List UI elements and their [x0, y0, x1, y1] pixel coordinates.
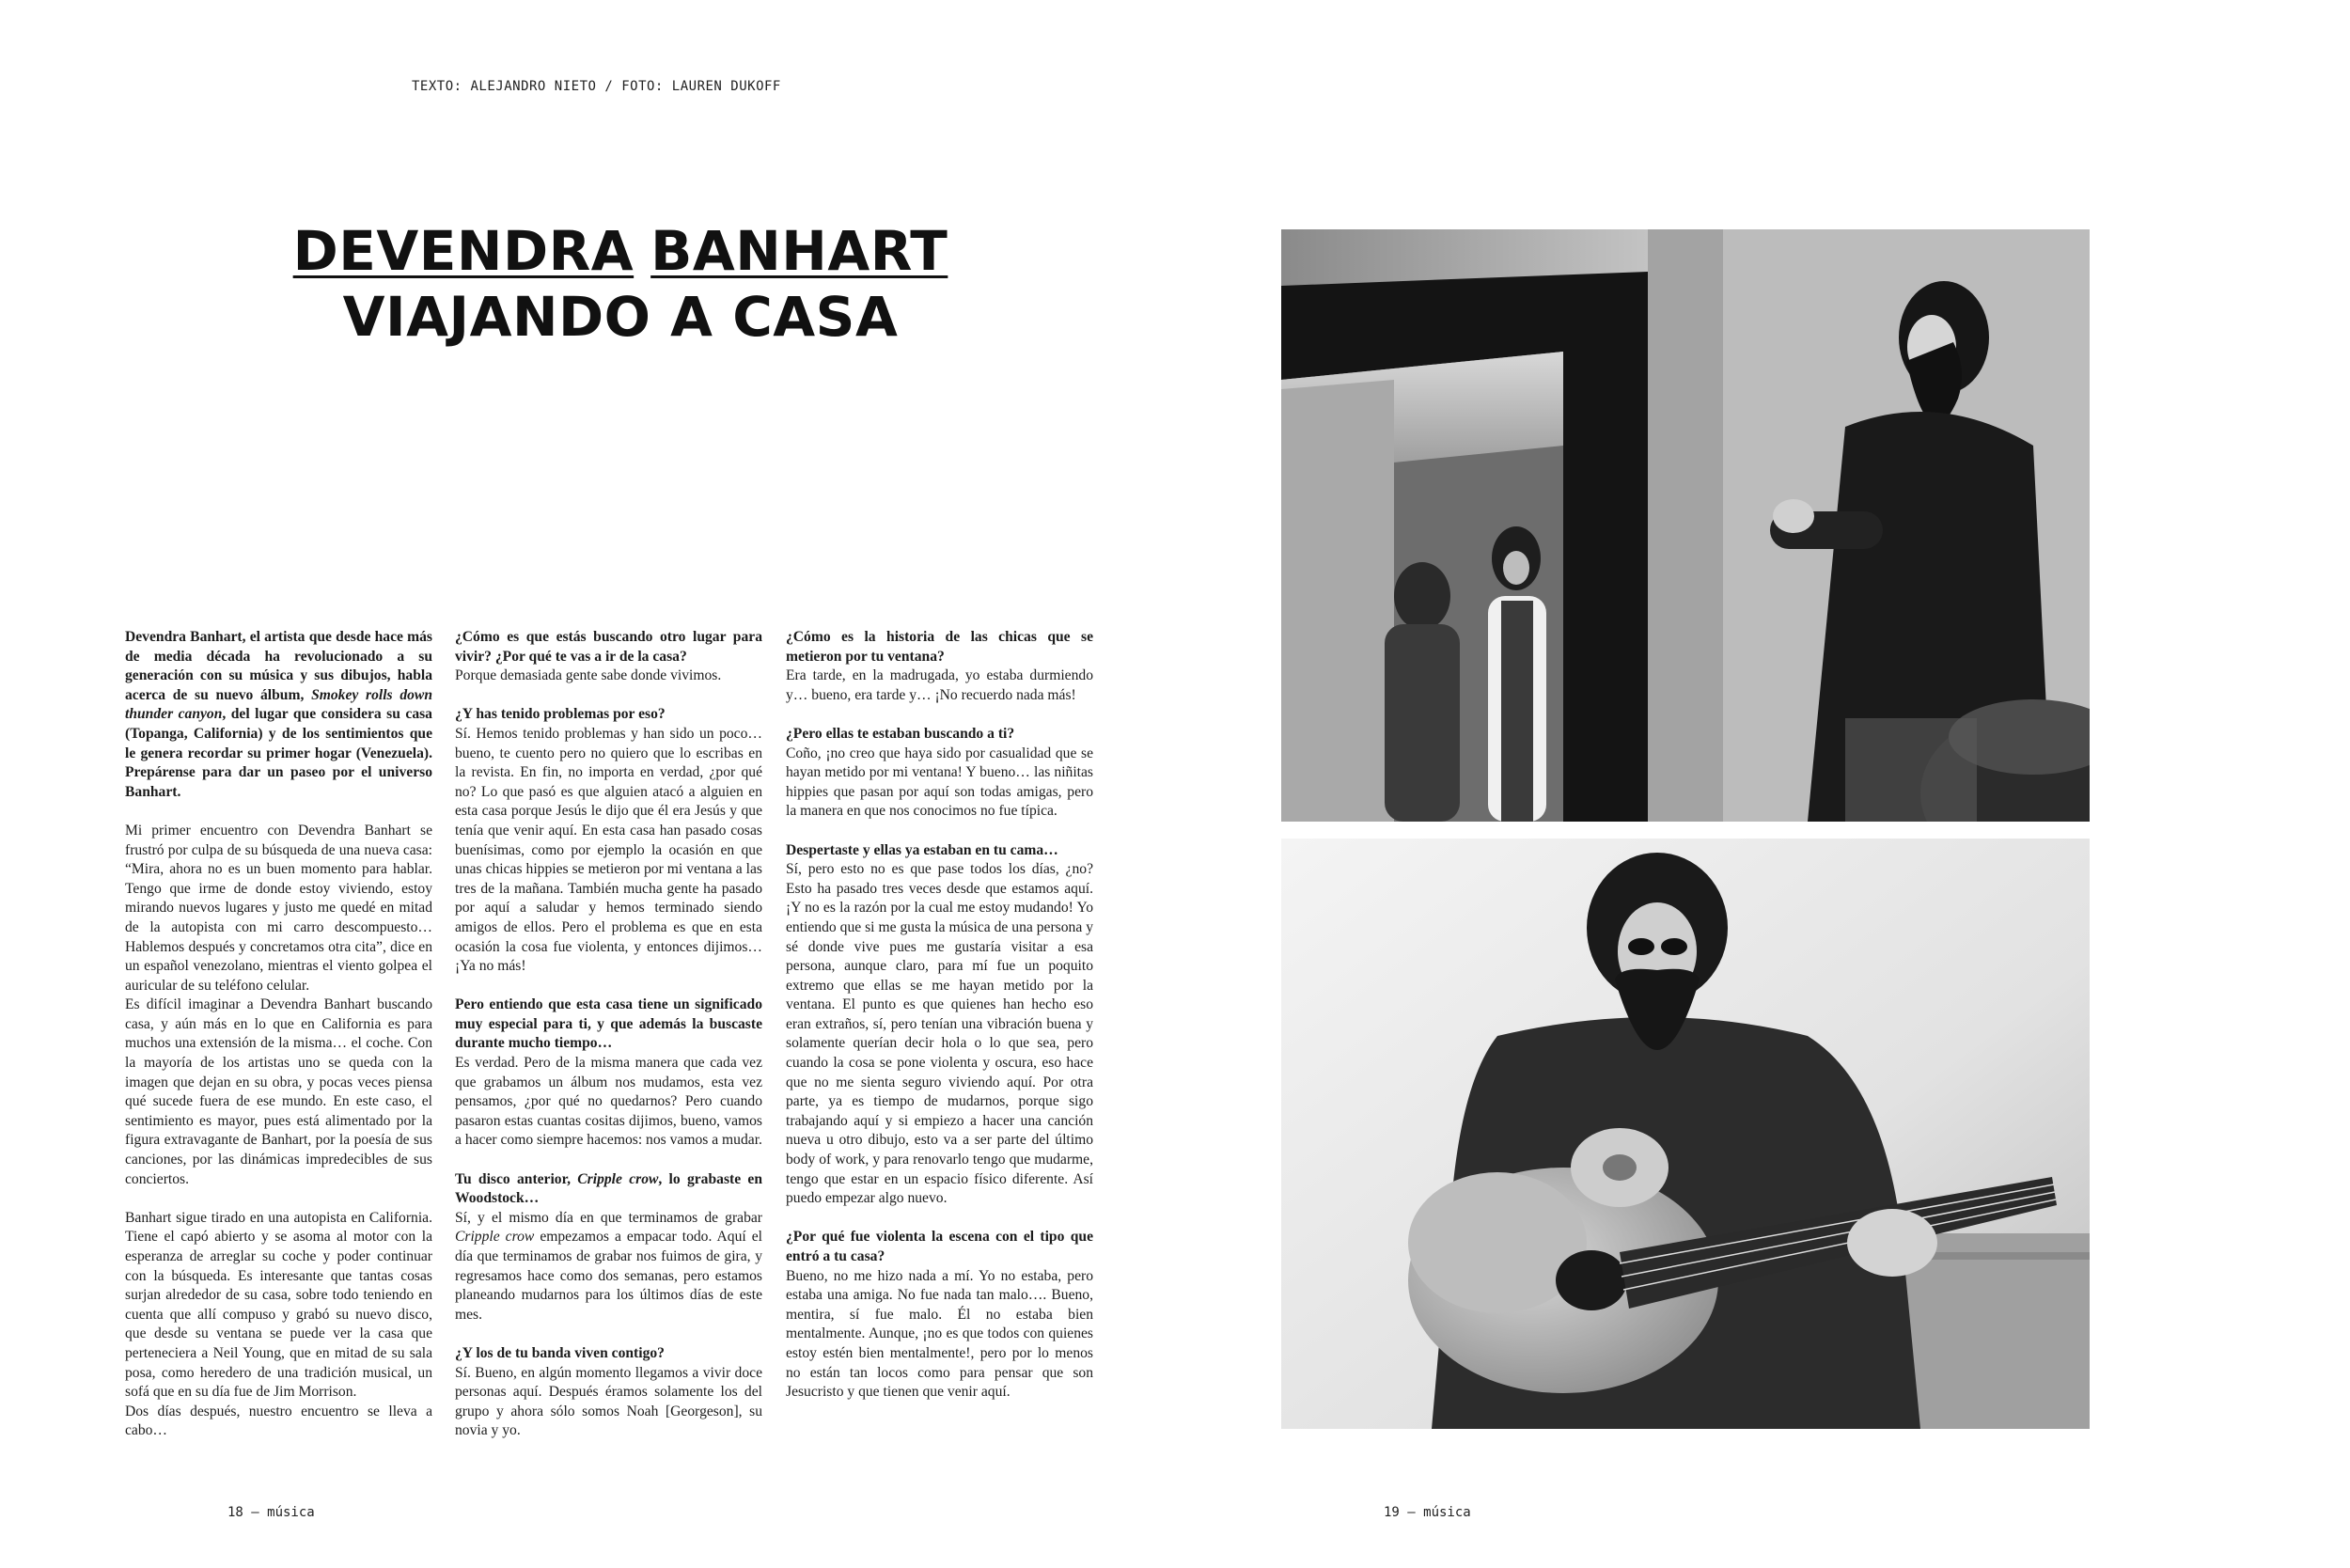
text-column-3: [786, 628, 1093, 1403]
interview-answer: Porque demasiada gente sabe donde vivimos.: [455, 667, 722, 684]
body-paragraph: Mi primer encuentro con Devendra Banhart se frustró por culpa de su búsqueda de una nueva casa: “Mira, ahora no es un buen momento para hablar. Tengo que irme de donde estoy viviendo, estoy mirando nuevos lugares y justo me quedé en mitad de la autopista con mi carro descompuesto… Hablemos después y concretamos otra cita”, dice en un español venezolano, mientras el viento golpea el auricular de su teléfono celular.: [125, 822, 432, 994]
lead-text: , del lugar que considera su casa (Topanga, California) y de los sentimientos que le genera recordar su primer hogar (Venezuela). Prepárense para dar un paseo por el universo Banhart.: [125, 706, 432, 800]
interview-answer: Sí, y el mismo día en que terminamos de grabar Cripple crow empezamos a empacar todo. Aquí el día que terminamos de grabar nos fuimos de gira, y regresamos hace como dos semanas, pero estamos planeando mudarnos para los últimos días de este mes.: [455, 1209, 762, 1323]
interview-question: ¿Pero ellas te estaban buscando a ti?: [786, 725, 1015, 742]
interview-answer: Sí, pero esto no es que pase todos los días, ¿no? Esto ha pasado tres veces desde que estamos aquí. ¡Y no es la razón por la cual me estoy mudando! Yo entiendo que si me gusta la música de una persona y sé donde vive pues me gustaría visitar a esa persona, aunque claro, para mí fue un poquito extremo que ellas se me hayan metido por la ventana. El punto es que quienes han hecho eso eran extraños, sí, pero tenían una vibración buena y solamente querían decir hola o lo que sea, pero cuando la cosa se pone violenta y oscura, eso hace que no me sienta seguro viviendo aquí. Por otra parte, ya es tiempo de mudarnos, porque sigo trabajando aquí y si empiezo a hacer una canción nueva u otro dibujo, esto va a ser parte del último body of work, y para renovarlo tengo que mudarme, tengo que estar en un espacio físico diferente. Así puedo empezar algo nuevo.: [786, 861, 1093, 1207]
interview-question: ¿Por qué fue violenta la escena con el tipo que entró a tu casa?: [786, 1229, 1093, 1264]
interview-answer: Bueno, no me hizo nada a mí. Yo no estaba, pero estaba una amiga. No fue nada tan malo…. Bueno, mentira, sí fue malo. Él no estaba bien mentalmente. Aunque, ¡no es que todos con quienes estoy estén bien mentalmente!, pero por lo menos no están tan locos como para pensar que son Jesucristo y que tienen que venir aquí.: [786, 1267, 1093, 1401]
album-title: Cripple crow: [455, 1229, 535, 1246]
body-paragraph: Banhart sigue tirado en una autopista en California. Tiene el capó abierto y se asoma al motor con la esperanza de arreglar su coche y poder continuar con la búsqueda. Es interesante que tantas cosas surjan alrededor de su casa, sobre todo teniendo en cuenta que allí compuso y grabó su nuevo disco, que desde su ventana se puede ver la casa que perteneciera a Neil Young, que en mitad de su sala posa, como heredero de una tradición musical, un sofá que en su día fue de Jim Morrison.: [125, 1209, 432, 1401]
bw-photo-guitarist-icon: [1281, 839, 2090, 1429]
article-lead: [125, 628, 432, 802]
title-line-2: VIAJANDO A CASA: [342, 285, 899, 349]
album-title: Cripple crow: [577, 1170, 659, 1187]
photo-guitarist: [1281, 839, 2090, 1429]
page-number-right: 19 — música: [1384, 1505, 1471, 1520]
interview-question: ¿Y has tenido problemas por eso?: [455, 706, 666, 723]
interview-question: Despertaste y ellas ya estaban en tu cama…: [786, 841, 1058, 858]
text-column-1: [125, 628, 432, 1441]
body-paragraph: Es difícil imaginar a Devendra Banhart buscando casa, y aún más en lo que en California es para muchos una extensión de la misma… el coche. Con la mayoría de los artistas uno se queda con la imagen que dejan en su obra, y pocas veces piensa qué sucede fuera de ese mundo. En este caso, el sentimiento es mayor, pues está alimentado por la figura extravagante de Banhart, por la poesía de sus canciones, por las dinámicas impredecibles de sus conciertos.: [125, 996, 432, 1187]
photo-backstage: [1281, 229, 2090, 822]
interview-answer: Es verdad. Pero de la misma manera que cada vez que grabamos un álbum nos mudamos, esta vez pensamos, ¿por qué no quedarnos? Pero cuando pasaron estas cuantas cositas dijimos, bueno, vamos a hacer como siempre hacemos: nos vamos a mudar.: [455, 1055, 762, 1149]
page-number-left: 18 — música: [227, 1505, 315, 1520]
article-title: [282, 218, 959, 350]
interview-answer: Sí. Hemos tenido problemas y han sido un poco… bueno, te cuento pero no quiero que lo escribas en la revista. En fin, no importa en verdad, ¿por qué no? Lo que pasó es que alguien atacó a alguien en esta casa porque Jesús le dijo que él era Jesús y que tenía que venir aquí. En esta casa han pasado cosas buenísimas, como por ejemplo la ocasión en que unas chicas hippies se metieron por mi ventana a las tres de la mañana. También mucha gente ha pasado por aquí a saludar y hemos terminado siendo amigos de ellos. Pero el problema es que en esta ocasión la cosa fue violenta, y entonces dijimos… ¡Ya no más!: [455, 725, 762, 975]
interview-question: ¿Cómo es que estás buscando otro lugar para vivir? ¿Por qué te vas a ir de la casa?: [455, 629, 762, 665]
lead-text: Devendra Banhart, el artista que desde hace más de media década ha revolucionado a su generación con su música y sus dibujos, habla acerca de su nuevo álbum,: [125, 629, 432, 703]
interview-answer: Era tarde, en la madrugada, yo estaba durmiendo y… bueno, era tarde y… ¡No recuerdo nada más!: [786, 667, 1093, 703]
interview-question: ¿Y los de tu banda viven contigo?: [455, 1344, 665, 1361]
text-column-2: [455, 628, 762, 1441]
interview-answer: Sí. Bueno, en algún momento llegamos a vivir doce personas aquí. Después éramos solamente los del grupo y ahora sólo somos Noah [Georgeson], su novia y yo.: [455, 1364, 762, 1439]
interview-question: ¿Cómo es la historia de las chicas que se metieron por tu ventana?: [786, 629, 1093, 665]
bw-photo-backstage-mirror-icon: [1281, 229, 2090, 822]
title-word-devendra: DEVENDRA: [292, 219, 634, 283]
interview-question: Pero entiendo que esta casa tiene un significado muy especial para ti, y que además la buscaste durante mucho tiempo…: [455, 996, 762, 1052]
title-word-banhart: BANHART: [650, 219, 948, 283]
interview-question: Tu disco anterior, Cripple crow, lo grabaste en Woodstock…: [455, 1170, 762, 1207]
byline: TEXTO: ALEJANDRO NIETO / FOTO: LAUREN DUKOFF: [412, 79, 781, 94]
album-title: Smokey rolls down thunder canyon: [125, 686, 432, 723]
body-paragraph: Dos días después, nuestro encuentro se lleva a cabo…: [125, 1403, 432, 1439]
interview-answer: Coño, ¡no creo que haya sido por casualidad que se hayan metido por mi ventana! Y bueno… las niñitas hippies que pasan por aquí son todas amigas, pero la manera en que nos conocimos no fue típica.: [786, 745, 1093, 820]
title-line-1: [282, 218, 959, 284]
